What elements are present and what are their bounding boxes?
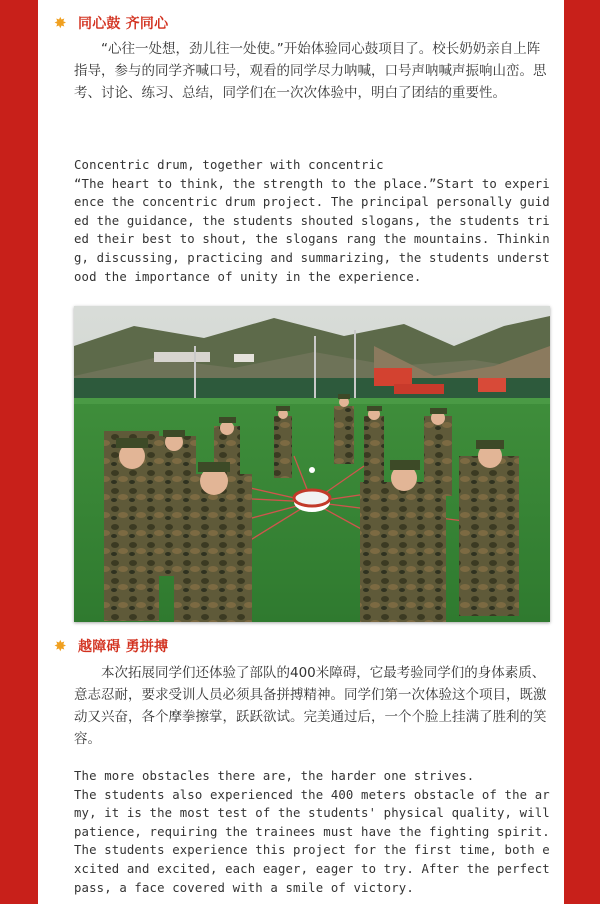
english-paragraph: Concentric drum, together with concentric “The heart to think, the strength to the place.”Start to experience the concentric drum project. The principal personally guided the guidance, the students shouted slogans, the students tried their best to shout, the slogans rang the mountains. Thinking, discussing, practicing and summarizing, the students understood the importance of unity in the experience. — [74, 158, 550, 284]
section-heading-obstacle — [54, 636, 168, 656]
drum-activity-photo — [74, 306, 550, 622]
star-icon: ✸ — [54, 13, 67, 32]
star-icon: ✸ — [54, 636, 67, 655]
photo-illustration — [74, 306, 550, 622]
section-title: 同心鼓 齐同心 — [78, 16, 169, 32]
chinese-paragraph: “心往一处想，劲儿往一处使。”开始体验同心鼓项目了。校长奶奶亲自上阵指导，参与的同学齐喊口号，观看的同学尽力呐喊，口号声呐喊声振响山峦。思考、讨论、练习、总结，同学们在一次次体验中，明白了团结的重要性。 — [74, 41, 547, 101]
section-title: 越障碍 勇拼搏 — [78, 639, 169, 655]
chinese-paragraph: 本次拓展同学们还体验了部队的400米障碍，它最考验同学们的身体素质、意志忍耐，要求受训人员必须具备拼搏精神。同学们第一次体验这个项目，既激动又兴奋，各个摩拳擦掌，跃跃欲试。完美通过后，一个个脸上挂满了胜利的笑容。 — [74, 665, 547, 747]
article-page — [38, 0, 564, 904]
english-paragraph: The more obstacles there are, the harder one strives. The students also experienced the 400 meters obstacle of the army, it is the most test of the students' physical quality, will patience, requiring the trainees must have the fighting spirit. The students experience this project for the first time, both excited and excited, each eager, eager to try. After the perfect pass, a face covered with a smile of victory. — [74, 769, 550, 895]
section-heading-drum — [54, 13, 168, 33]
